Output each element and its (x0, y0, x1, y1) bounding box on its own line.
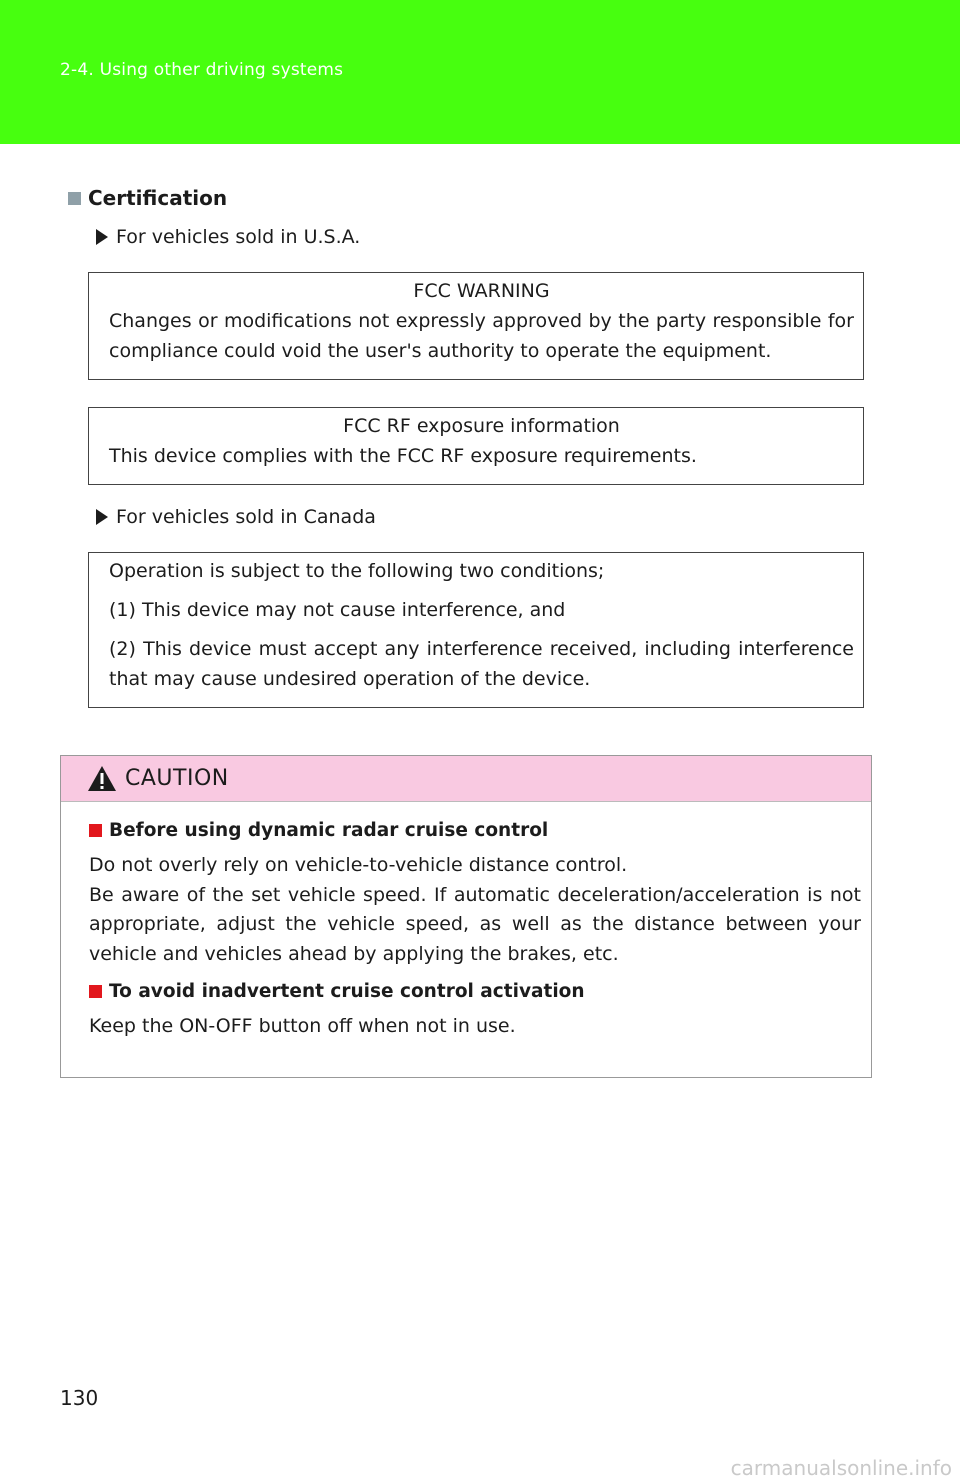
warning-triangle-icon (87, 765, 117, 792)
caution-text-line: Keep the ON-OFF button off when not in use. (89, 1015, 516, 1037)
caution-item-title-text: Before using dynamic radar cruise control (109, 820, 549, 841)
caution-item-title-text: To avoid inadvertent cruise control activation (109, 981, 585, 1002)
caution-body (61, 802, 871, 1042)
arrow-right-icon (96, 229, 108, 245)
caution-header (61, 756, 871, 802)
canada-intro: Operation is subject to the following two conditions; (109, 560, 605, 582)
section-title: 2-4. Using other driving systems (60, 60, 344, 80)
caution-item-title (89, 981, 861, 1002)
caution-title: CAUTION (125, 766, 229, 791)
caution-item-text (89, 1012, 861, 1042)
canada-condition-1: (1) This device may not cause interference, and (109, 599, 566, 621)
fcc-warning-box (88, 272, 864, 380)
caution-item-text (89, 851, 861, 969)
watermark: carmanualsonline.info (730, 1456, 952, 1480)
caution-item-title (89, 820, 861, 841)
square-bullet-icon (89, 985, 102, 998)
page-number: 130 (60, 1386, 99, 1410)
canada-region-label: For vehicles sold in Canada (116, 506, 376, 528)
square-bullet-icon (68, 192, 81, 205)
certification-heading (68, 186, 227, 210)
usa-region-line (96, 226, 360, 248)
caution-box (60, 755, 872, 1078)
fcc-rf-text: This device complies with the FCC RF exposure requirements. (109, 445, 697, 467)
caution-text-line: Be aware of the set vehicle speed. If automatic deceleration/acceleration is not appropriate, adjust the vehicle speed, as well as the distance between your vehicle and vehicles ahead by applying the brakes, etc. (89, 883, 861, 965)
certification-heading-text: Certification (88, 186, 228, 210)
square-bullet-icon (89, 824, 102, 837)
canada-condition-2: (2) This device must accept any interference received, including interference that may cause undesired operation of the device. (109, 638, 854, 690)
canada-box (88, 552, 864, 708)
caution-text-line: Do not overly rely on vehicle-to-vehicle distance control. (89, 854, 628, 876)
arrow-right-icon (96, 509, 108, 525)
fcc-warning-text: Changes or modifications not expressly approved by the party responsible for compliance could void the user's authority to operate the equipment. (109, 310, 854, 362)
fcc-rf-title: FCC RF exposure information (343, 415, 620, 437)
header-band (0, 0, 960, 144)
canada-region-line (96, 506, 376, 528)
fcc-rf-box (88, 407, 864, 485)
fcc-warning-title: FCC WARNING (413, 280, 550, 302)
usa-region-label: For vehicles sold in U.S.A. (116, 226, 361, 248)
